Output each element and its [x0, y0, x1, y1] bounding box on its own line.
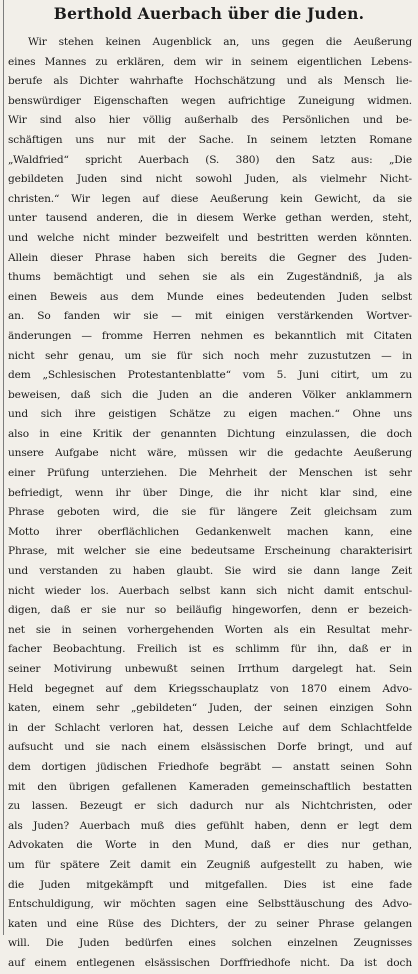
article-line: net sie in seinen vorhergehenden Worten als ein Resultat mehr-	[8, 623, 412, 636]
article-line: gebildeten Juden sind nicht sowohl Juden, als vielmehr Nicht-	[8, 173, 412, 186]
article-line: Entschuldigung, wir möchten sagen eine Selbsttäuschung des Advo-	[8, 898, 412, 911]
article-line: Motto ihrer oberflächlichen Gedankenwelt machen kann, eine	[8, 525, 412, 538]
article-line: will. Die Juden bedürfen eines solchen einzelnen Zeugnisses	[8, 937, 412, 950]
article-line: und verstanden zu haben glaubt. Sie wird sie dann lange Zeit	[8, 565, 412, 578]
article-line: aufsucht und sie nach einem elsässischen Dorfe bringt, und auf	[8, 741, 412, 754]
article-line: beweisen, daß sich die Juden an die anderen Völker anklammern	[8, 388, 412, 401]
article-line: mit den übrigen gefallenen Kameraden gemeinschaftlich bestatten	[8, 780, 412, 793]
article-line: zu lassen. Bezeugt er sich dadurch nur als Nichtchristen, oder	[8, 800, 412, 813]
article-line: nicht wieder los. Auerbach selbst kann sich nicht damit entschul-	[8, 584, 412, 597]
article-line: thums bemächtigt und sehen sie als ein Zugeständniß, ja als	[8, 271, 412, 284]
article-line: also in eine Kritik der genannten Dichtung einzulassen, die doch	[8, 427, 412, 440]
article-line: als Juden? Auerbach muß dies gefühlt haben, denn er legt dem	[8, 819, 412, 832]
article-line: an. So fanden wir sie — mit einigen verstärkenden Wortver-	[8, 310, 412, 323]
article-line: seiner Motivirung unbewußt seinen Irrthum dargelegt hat. Sein	[8, 663, 412, 675]
article-line: nicht sehr genau, um sie für sich noch mehr zuzustutzen — in	[8, 349, 412, 362]
article-line: „Waldfried“ spricht Auerbach (S. 380) den Satz aus: „Die	[8, 153, 412, 166]
article-line: Advokaten die Worte in den Mund, daß er dies nur gethan,	[8, 839, 412, 852]
article-line: benswürdiger Eigenschaften wegen aufrichtige Zuneigung widmen.	[8, 94, 412, 107]
article-headline: Berthold Auerbach über die Juden.	[53, 4, 365, 23]
column-rule	[3, 0, 4, 935]
article-line: um für spätere Zeit damit ein Zeugniß aufgestellt zu haben, wie	[8, 858, 412, 871]
article-line: befriedigt, wenn ihr über Dinge, die ihr nicht klar sind, eine	[8, 486, 412, 499]
article-line: Phrase, mit welcher sie eine bedeutsame Erscheinung charakterisirt	[8, 545, 412, 558]
article-line: und sich ihre geistigen Schätze zu eigen machen.“ Ohne uns	[8, 408, 412, 421]
article-line: auf einem entlegenen elsässischen Dorffriedhofe nicht. Da ist doch	[8, 956, 412, 969]
article-line: einen Beweis aus dem Munde eines bedeutenden Juden selbst	[8, 290, 412, 303]
article-line: Allein dieser Phrase haben sich bereits die Gegner des Juden-	[8, 251, 412, 264]
article-line: katen und eine Rüse des Dichters, der zu seiner Phrase gelangen	[8, 917, 412, 930]
article-line: christen.“ Wir legen auf diese Aeußerung kein Gewicht, da sie	[8, 192, 412, 205]
article-line: in der Schlacht verloren hat, dessen Leiche auf dem Schlachtfelde	[8, 721, 412, 734]
article-line: Wir sind also hier völlig außerhalb des Persönlichen und be-	[8, 114, 412, 127]
article-line: digen, daß er sie nur so beiläufig hingeworfen, denn er bezeich-	[8, 604, 412, 617]
article-line: dem „Schlesischen Protestantenblatte“ vom 5. Juni citirt, um zu	[8, 369, 412, 382]
article-line: berufe als Dichter wahrhafte Hochschätzung und als Mensch lie-	[8, 75, 412, 88]
article-line: dem dortigen jüdischen Friedhofe begräbt — anstatt seinen Sohn	[8, 760, 412, 773]
article-line: schäftigen uns nur mit der Sache. In seinem letzten Romane	[8, 133, 412, 146]
article-line: katen, einem sehr „gebildeten“ Juden, der seinen einzigen Sohn	[8, 702, 412, 715]
article-line: und welche nicht minder bezweifelt und bestritten werden könnten.	[8, 231, 412, 244]
article-line: Phrase geboten wird, die sie für längere Zeit gleichsam zum	[8, 506, 412, 519]
article-line: Wir stehen keinen Augenblick an, uns gegen die Aeußerung	[28, 36, 412, 48]
article-line: unsere Aufgabe nicht wäre, müssen wir die gedachte Aeußerung	[8, 447, 412, 460]
article-line: änderungen — fromme Herren nehmen es bekanntlich mit Citaten	[8, 329, 412, 342]
article-line: einer Prüfung unterziehen. Die Mehrheit der Menschen ist sehr	[8, 467, 412, 480]
article-body	[8, 33, 412, 974]
article-line: facher Beobachtung. Freilich ist es schlimm für ihn, daß er in	[8, 643, 412, 656]
article-line: eines Mannes zu erklären, dem wir in seinem eigentlichen Lebens-	[8, 55, 412, 68]
article-line: die Juden mitgekämpft und mitgefallen. Dies ist eine fade	[8, 878, 412, 891]
article-line: unter tausend anderen, die in diesem Werke gethan werden, steht,	[8, 212, 412, 225]
article-line: Held begegnet auf dem Kriegsschauplatz von 1870 einem Advo-	[8, 682, 412, 695]
